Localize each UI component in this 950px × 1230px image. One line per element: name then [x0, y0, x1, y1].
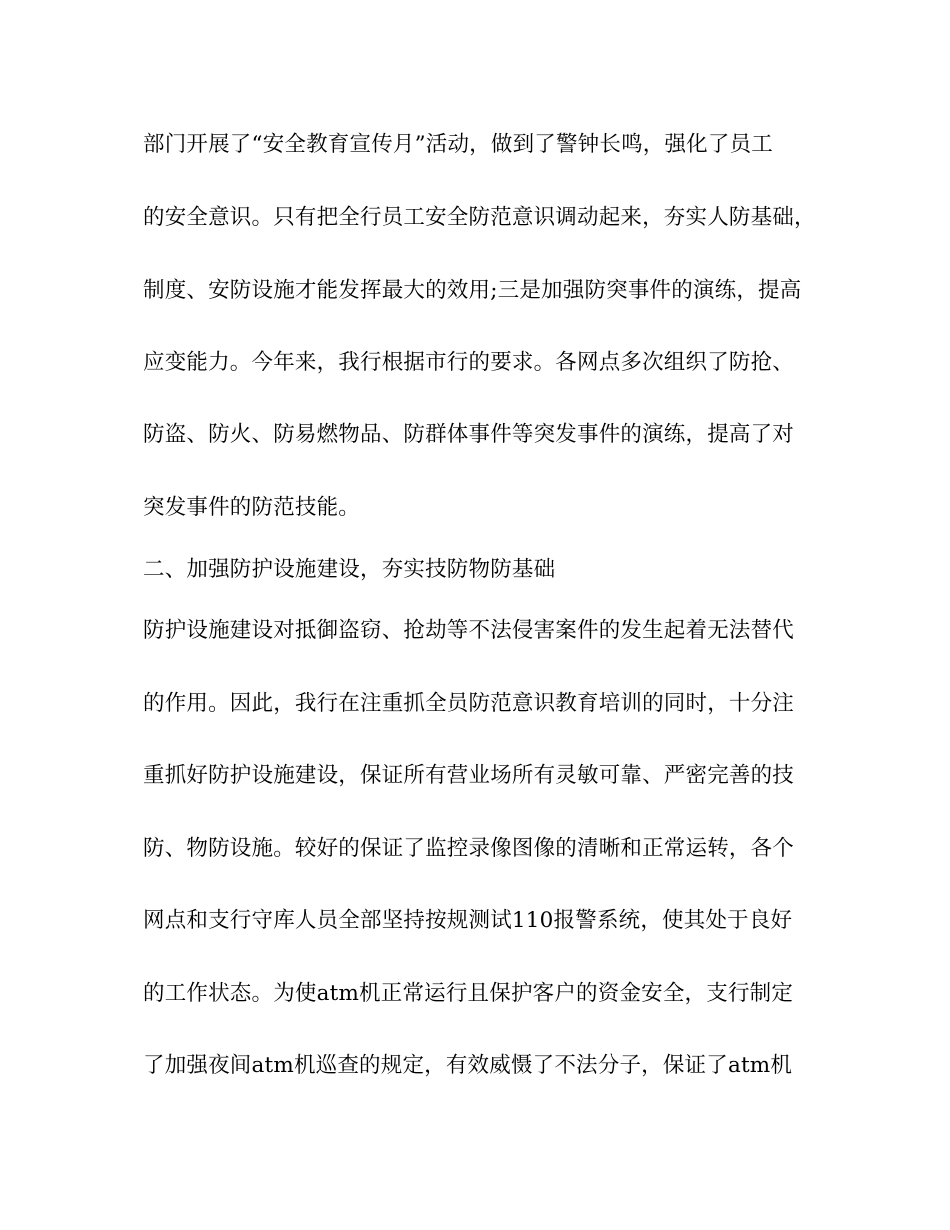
paragraph-line: 防护设施建设对抵御盗窃、抢劫等不法侵害案件的发生起着无法替代 — [143, 618, 795, 643]
paragraph-line: 制度、安防设施才能发挥最大的效用;三是加强防突事件的演练，提高 — [143, 278, 802, 303]
paragraph-line: 重抓好防护设施建设，保证所有营业场所有灵敏可靠、严密完善的技 — [143, 763, 795, 788]
paragraph-line: 了加强夜间atm机巡查的规定，有效威慑了不法分子，保证了atm机 — [143, 1053, 793, 1078]
paragraph-line: 突发事件的防范技能。 — [143, 495, 361, 520]
paragraph-line: 防盗、防火、防易燃物品、防群体事件等突发事件的演练，提高了对 — [143, 422, 795, 447]
section-heading: 二、加强防护设施建设，夯实技防物防基础 — [143, 557, 556, 582]
paragraph-line: 的作用。因此，我行在注重抓全员防范意识教育培训的同时，十分注 — [143, 691, 795, 716]
paragraph-line: 防、物防设施。较好的保证了监控录像图像的清晰和正常运转，各个 — [143, 836, 795, 861]
paragraph-line: 网点和支行守库人员全部坚持按规测试110报警系统，使其处于良好 — [143, 908, 793, 933]
paragraph-line: 部门开展了“安全教育宣传月”活动，做到了警钟长鸣，强化了员工 — [143, 132, 773, 157]
paragraph-line: 的安全意识。只有把全行员工安全防范意识调动起来，夯实人防基础， — [143, 205, 816, 230]
paragraph-line: 应变能力。今年来，我行根据市行的要求。各网点多次组织了防抢、 — [143, 350, 795, 375]
paragraph-line: 的工作状态。为使atm机正常运行且保护客户的资金安全，支行制定 — [143, 981, 794, 1006]
